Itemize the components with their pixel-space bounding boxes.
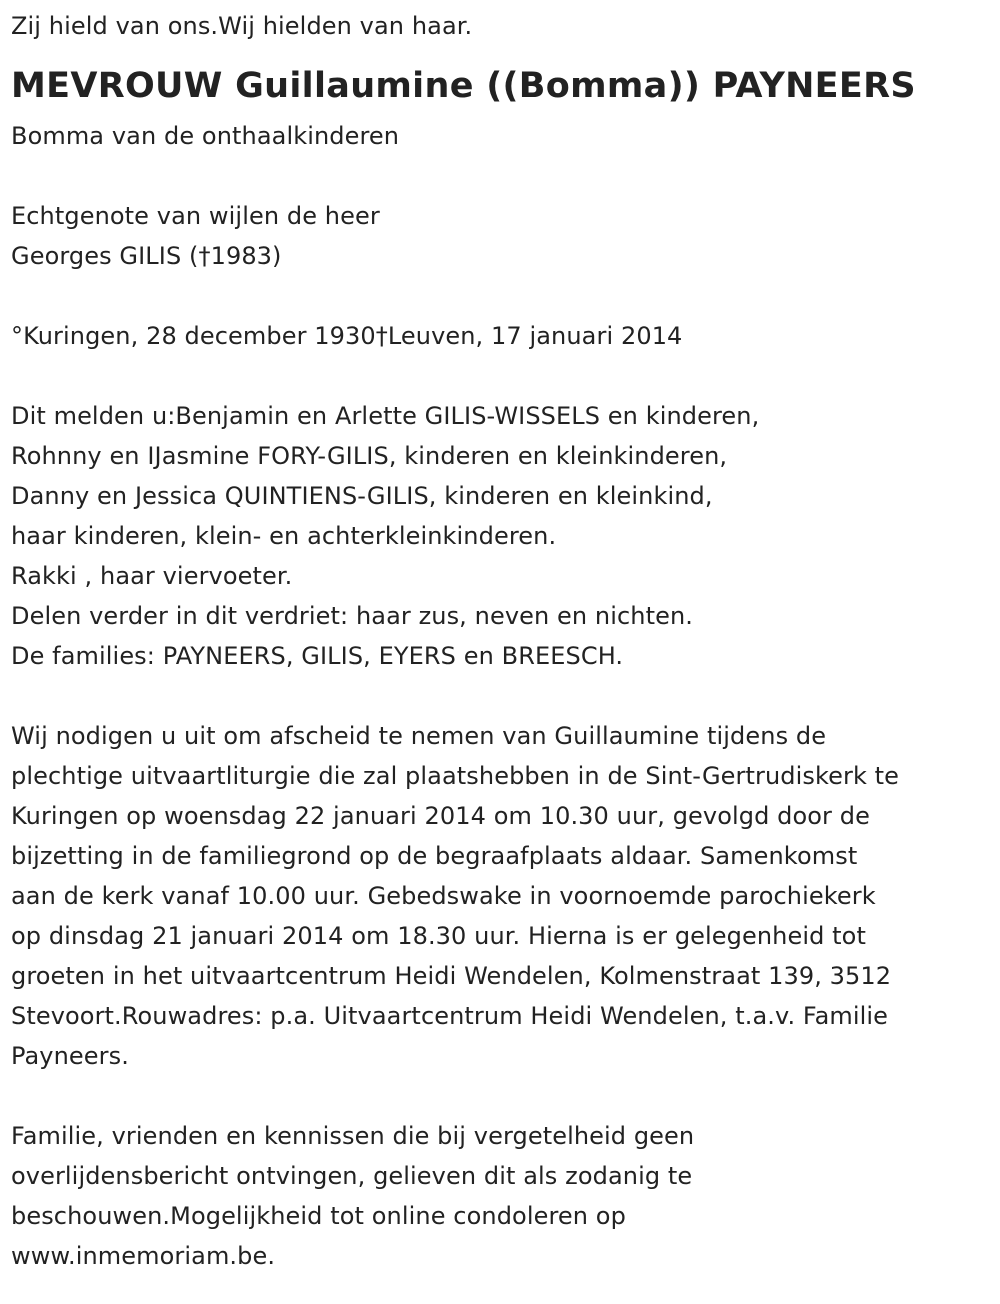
intro-line: Zij hield van ons.Wij hielden van haar. [11, 12, 473, 40]
closing-line: www.inmemoriam.be. [11, 1242, 276, 1270]
invitation-line: Stevoort.Rouwadres: p.a. Uitvaartcentrum Heidi Wendelen, t.a.v. Familie [11, 1002, 889, 1030]
family-line: Rakki , haar viervoeter. [11, 562, 293, 590]
closing-section [11, 1116, 991, 1276]
spouse-line: Georges GILIS (†1983) [11, 242, 282, 270]
subtitle: Bomma van de onthaalkinderen [11, 122, 400, 150]
birth-death-dates: °Kuringen, 28 december 1930†Leuven, 17 januari 2014 [11, 322, 683, 350]
spacer [11, 156, 991, 196]
invitation-line: Payneers. [11, 1042, 129, 1070]
closing-line: Familie, vrienden en kennissen die bij vergetelheid geen [11, 1122, 695, 1150]
invitation-line: op dinsdag 21 januari 2014 om 18.30 uur. Hierna is er gelegenheid tot [11, 922, 866, 950]
spouse-line: Echtgenote van wijlen de heer [11, 202, 380, 230]
closing-line: beschouwen.Mogelijkheid tot online condoleren op [11, 1202, 626, 1230]
spacer [11, 676, 991, 716]
invitation-line: aan de kerk vanaf 10.00 uur. Gebedswake in voornoemde parochiekerk [11, 882, 876, 910]
spacer [11, 356, 991, 396]
family-line: haar kinderen, klein- en achterkleinkinderen. [11, 522, 557, 550]
family-line: Delen verder in dit verdriet: haar zus, neven en nichten. [11, 602, 694, 630]
spacer [11, 276, 991, 316]
family-line: Danny en Jessica QUINTIENS-GILIS, kinderen en kleinkind, [11, 482, 713, 510]
family-section [11, 396, 991, 676]
invitation-line: Wij nodigen u uit om afscheid te nemen van Guillaumine tijdens de [11, 722, 827, 750]
invitation-line: groeten in het uitvaartcentrum Heidi Wendelen, Kolmenstraat 139, 3512 [11, 962, 892, 990]
family-line: Rohnny en IJasmine FORY-GILIS, kinderen en kleinkinderen, [11, 442, 728, 470]
spouse-section [11, 196, 991, 276]
closing-line: overlijdensbericht ontvingen, gelieven dit als zodanig te [11, 1162, 693, 1190]
family-line: De families: PAYNEERS, GILIS, EYERS en BREESCH. [11, 642, 624, 670]
deceased-name-title: MEVROUW Guillaumine ((Bomma)) PAYNEERS [11, 66, 916, 106]
invitation-section [11, 716, 991, 1076]
obituary-notice [11, 6, 991, 1276]
invitation-line: plechtige uitvaartliturgie die zal plaatshebben in de Sint-Gertrudiskerk te [11, 762, 900, 790]
invitation-line: bijzetting in de familiegrond op de begraafplaats aldaar. Samenkomst [11, 842, 858, 870]
invitation-line: Kuringen op woensdag 22 januari 2014 om 10.30 uur, gevolgd door de [11, 802, 870, 830]
family-line: Dit melden u:Benjamin en Arlette GILIS-WISSELS en kinderen, [11, 402, 760, 430]
spacer [11, 1076, 991, 1116]
